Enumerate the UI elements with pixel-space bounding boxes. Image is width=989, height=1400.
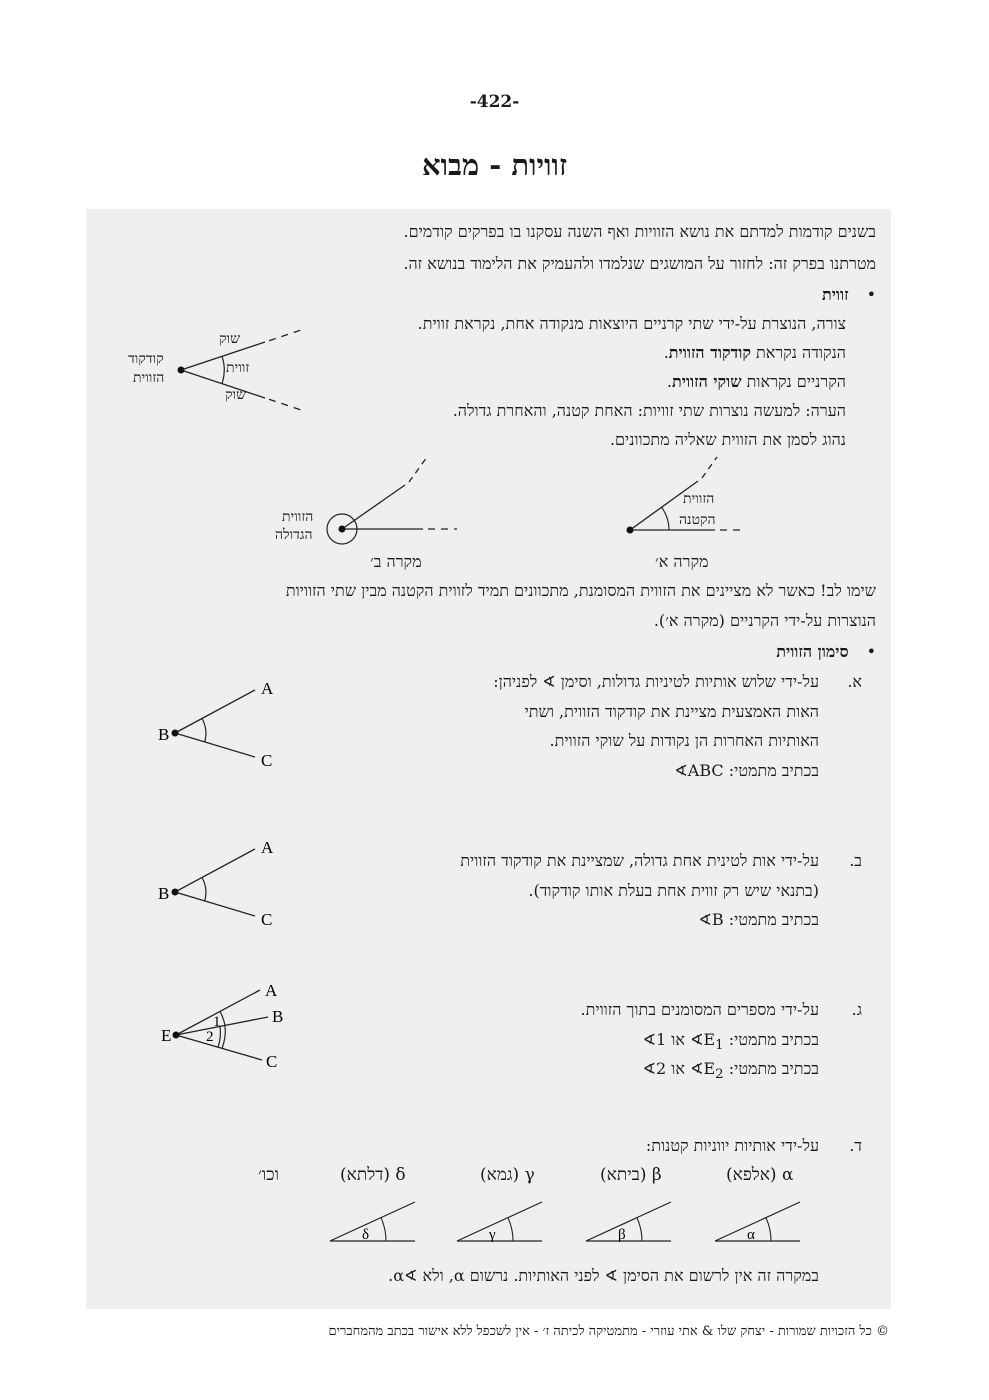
intro-line-2: מטרתנו בפרק זה: לחזור על המושגים שנלמדו ולהעמיק את הלימוד בנושא זה. <box>403 254 876 273</box>
item-c-figure <box>150 975 300 1075</box>
case-a-label-line1: הזווית <box>683 491 715 507</box>
gamma-angle <box>457 1202 542 1243</box>
item-a-line-1: על-ידי שלוש אותיות לטיניות גדולות, וסימן ∢ לפניהן: <box>493 672 819 691</box>
attention-line-1: שימו לב! כאשר לא מציינים את הזווית המסומנת, מתכוונים תמיד לזווית הקטנה מבין שתי הזוויות <box>285 581 876 600</box>
point-a-label: A <box>261 838 274 857</box>
intro-line-1: בשנים קודמות למדתם את נושא הזוויות ואף השנה עסקנו בו בפרקים קודמים. <box>403 222 876 241</box>
etc-label: וכו׳ <box>258 1165 279 1185</box>
greek-beta: β (ביתא) <box>600 1165 662 1185</box>
item-d-marker: ד. <box>849 1136 862 1155</box>
item-a-line-2: האות האמצעית מציינת את קודקוד הזווית, ושתי <box>524 702 819 721</box>
copyright-footer: © כל הזכויות שמורות - יצחק שלו & אתי עוזרי - מתמטיקה לכיתה ז׳ - אין לשכפל ללא אישור בכתב מהמחברים <box>328 1324 889 1339</box>
item-d-line: על-ידי אותיות יווניות קטנות: <box>645 1136 819 1155</box>
point-a-label: A <box>265 981 278 1000</box>
item-a-math: בכתיב מתמטי: ∢ABC <box>674 761 819 780</box>
note-text: הערה: למעשה נוצרות שתי זוויות: האחת קטנה, והאחרת גדולה. <box>452 401 846 420</box>
beta-angle <box>586 1202 671 1243</box>
convention-text: נהוג לסמן את הזווית שאליה מתכוונים. <box>609 430 846 449</box>
svg-text:δ: δ <box>362 1227 370 1243</box>
svg-text:α: α <box>747 1227 755 1243</box>
item-a-marker: א. <box>847 672 862 691</box>
angle-label: זווית <box>226 360 250 376</box>
leg-label-bottom: שוק <box>225 387 246 403</box>
leg-label-top: שוק <box>219 331 240 347</box>
vertex-label-line2: הזווית <box>133 370 165 386</box>
item-c-line: על-ידי מספרים המסומנים בתוך הזווית. <box>580 1000 819 1019</box>
item-a-line-3: האותיות האחרות הן נקודות על שוקי הזווית. <box>549 731 819 750</box>
page-title: זוויות - מבוא <box>421 148 568 182</box>
point-b-label: B <box>158 884 170 903</box>
item-b-marker: ב. <box>849 851 862 870</box>
svg-text:β: β <box>618 1227 626 1243</box>
item-d-closing: במקרה זה אין לרשום את הסימן ∢ לפני האותיות. נרשום α, ולא ∢α. <box>388 1266 819 1285</box>
case-a-caption: מקרה א׳ <box>655 552 709 571</box>
greek-gamma: γ (גמא) <box>480 1165 535 1185</box>
point-c-label: C <box>261 910 273 929</box>
item-c-marker: ג. <box>851 1000 862 1019</box>
point-a-label: A <box>261 679 274 698</box>
point-e-label: E <box>161 1026 172 1045</box>
attention-line-2: הנוצרות על-ידי הקרניים (מקרה א׳). <box>653 611 876 630</box>
angle-number-2: 2 <box>206 1029 214 1045</box>
greek-delta: δ (דלתא) <box>340 1165 406 1185</box>
item-c-math-1: בכתיב מתמטי: $∢E_1$ או ∢1 <box>642 1030 819 1054</box>
svg-text:γ: γ <box>489 1227 496 1243</box>
case-b-caption: מקרה ב׳ <box>370 552 422 571</box>
point-b-label: B <box>158 725 170 744</box>
section-heading-angle: • זווית <box>822 285 876 305</box>
definition-text: צורה, הנוצרת על-ידי שתי קרניים היוצאות מנקודה אחת, נקראת זווית. <box>417 314 846 333</box>
vertex-dot <box>178 367 185 374</box>
page-number: -422- <box>469 92 520 112</box>
item-b-line-1: על-ידי אות לטינית אחת גדולה, שמציינת את קודקוד הזווית <box>460 851 819 870</box>
point-c-label: C <box>266 1052 278 1071</box>
section-heading-marking: • סימון הזווית <box>776 642 876 662</box>
vertex-text: הנקודה נקראת קודקוד הזווית. <box>663 343 846 362</box>
case-a-label-line2: הקטנה <box>679 512 716 528</box>
item-b-line-2: (בתנאי שיש רק זווית אחת בעלת אותו קודקוד). <box>528 881 819 900</box>
rays-text: הקרניים נקראות שוקי הזווית. <box>666 372 846 391</box>
greek-alpha: α (אלפא) <box>726 1165 794 1185</box>
point-b-label: B <box>272 1007 284 1026</box>
case-b-label-line1: הזווית <box>282 509 314 525</box>
case-b-label-line2: הגדולה <box>275 527 313 543</box>
case-b-figure <box>315 450 465 555</box>
item-b-math: בכתיב מתמטי: ∢B <box>698 910 819 929</box>
item-b-figure <box>150 834 290 934</box>
delta-angle <box>330 1202 415 1243</box>
angle-number-1: 1 <box>213 1014 221 1030</box>
item-a-figure <box>150 675 290 775</box>
greek-angles-figure <box>320 1195 820 1250</box>
point-c-label: C <box>261 751 273 770</box>
alpha-angle <box>715 1202 800 1243</box>
vertex-label-line1: קודקוד <box>128 351 164 367</box>
item-c-math-2: בכתיב מתמטי: $∢E_2$ או ∢2 <box>642 1059 819 1083</box>
